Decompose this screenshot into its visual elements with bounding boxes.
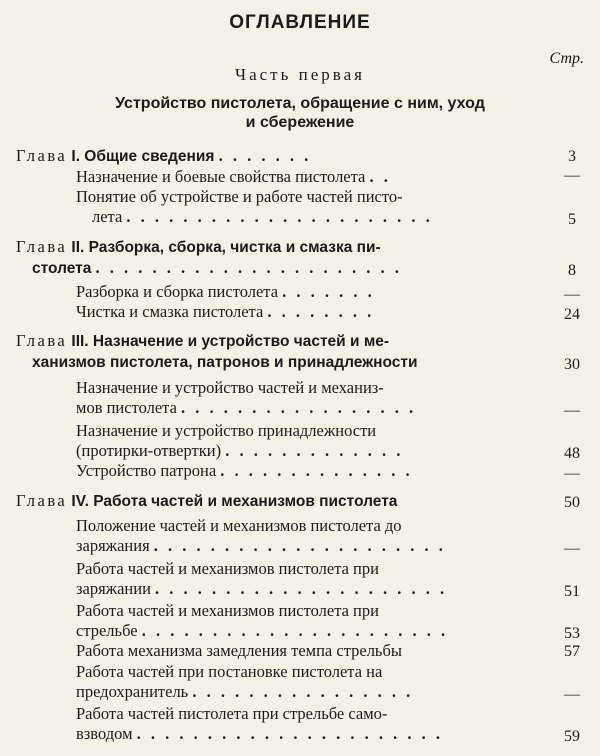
leader-dots: . . . . . . . . . . . . . . . . . . . . . — [153, 536, 446, 555]
leader-dots: . . — [369, 167, 391, 186]
toc-item[interactable] — [76, 302, 374, 322]
toc-item-label: Работа частей при постановке пистолета на — [76, 662, 383, 681]
leader-dots: . . . . . . . . . . . . . . . . . . . . . . — [136, 724, 444, 743]
toc-item-label: (протирки-отвертки) — [76, 441, 222, 460]
toc-item-continuation — [76, 441, 403, 461]
page-number: 5 — [568, 211, 576, 228]
page-number: — — [564, 686, 580, 703]
toc-item[interactable] — [76, 601, 379, 621]
toc-item-label: Работа частей и механизмов пистолета при — [76, 559, 379, 578]
toc-item-label: стрельбе — [76, 621, 138, 640]
chapter-3-continuation — [32, 352, 417, 373]
leader-dots: . . . . . . . . . . . . . . . . — [192, 682, 414, 701]
toc-item-label: Понятие об устройстве и работе частей писто- — [76, 187, 403, 206]
section-title-line2: и сбережение — [245, 114, 355, 131]
page-title: ОГЛАВЛЕНИЕ — [229, 12, 371, 33]
toc-item-label: Работа механизма замедления темпа стрельбы — [76, 641, 402, 660]
toc-item-continuation — [76, 579, 447, 599]
leader-dots: . . . . . . . . . . . . . . . . . . . . . . — [95, 258, 402, 277]
page-number: — — [564, 465, 580, 482]
toc-item[interactable] — [76, 641, 402, 661]
toc-item-label: взводом — [76, 724, 133, 743]
chapter-title: II. Разборка, сборка, чистка и смазка пи- — [71, 239, 381, 256]
toc-item-label: Работа частей пистолета при стрельбе само- — [76, 704, 388, 723]
chapter-word: Глава — [16, 146, 68, 165]
toc-item-label: заряжания — [76, 536, 150, 555]
page-number: — — [564, 286, 580, 303]
toc-item[interactable] — [76, 282, 375, 302]
leader-dots: . . . . . . . . . . . . . . . . . — [181, 398, 417, 417]
chapter-title: IV. Работа частей и механизмов пистолета — [71, 493, 398, 510]
page-number: — — [564, 167, 580, 184]
toc-item[interactable] — [76, 461, 413, 481]
leader-dots: . . . . . . . — [282, 282, 375, 301]
page-number: — — [564, 540, 580, 557]
toc-item[interactable] — [76, 516, 402, 536]
leader-dots: . . . . . . . . . . . . . . — [220, 461, 413, 480]
toc-item[interactable] — [76, 187, 403, 207]
leader-dots: . . . . . . . — [218, 146, 312, 165]
section-title-line1: Устройство пистолета, обращение с ним, уход — [115, 95, 485, 112]
toc-item-continuation — [76, 682, 413, 702]
chapter-word: Глава — [16, 331, 68, 350]
toc-item-label: Разборка и сборка пистолета — [76, 282, 279, 301]
chapter-2-continuation — [32, 258, 402, 279]
page-number: 48 — [564, 445, 580, 462]
toc-item-label: Назначение и устройство частей и механиз- — [76, 378, 384, 397]
page-number: 50 — [564, 494, 580, 511]
page-number: 30 — [564, 356, 580, 373]
page-number: 8 — [568, 262, 576, 279]
leader-dots: . . . . . . . . . . . . . — [225, 441, 404, 460]
chapter-word: Глава — [16, 237, 68, 256]
leader-dots: . . . . . . . . . . . . . . . . . . . . . . — [126, 207, 433, 226]
leader-dots: . . . . . . . . — [267, 302, 375, 321]
toc-item-label: лета — [92, 207, 123, 226]
toc-item-label: Назначение и боевые свойства пистолета — [76, 167, 366, 186]
toc-item[interactable] — [76, 421, 376, 441]
toc-item-label: Чистка и смазка пистолета — [76, 302, 264, 321]
toc-item[interactable] — [76, 662, 382, 682]
page-number: 53 — [564, 625, 580, 642]
chapter-2-heading[interactable] — [16, 237, 381, 258]
toc-item[interactable] — [76, 167, 391, 187]
page-number: 24 — [564, 306, 580, 323]
toc-item[interactable] — [76, 704, 387, 724]
toc-item-label: мов пистолета — [76, 398, 177, 417]
chapter-3-heading[interactable] — [16, 331, 389, 352]
chapter-1-heading[interactable] — [16, 146, 311, 167]
chapter-title: III. Назначение и устройство частей и ме- — [71, 333, 390, 350]
page-number: 57 — [564, 643, 580, 660]
page-number: 3 — [568, 148, 576, 165]
chapter-4-heading[interactable] — [16, 491, 397, 512]
page-number: — — [564, 402, 580, 419]
toc-item-label: заряжании — [76, 579, 151, 598]
page-number: 51 — [564, 583, 580, 600]
toc-item-continuation — [76, 724, 443, 744]
leader-dots: . . . . . . . . . . . . . . . . . . . . . . — [141, 621, 449, 640]
page-number: 59 — [564, 728, 580, 745]
toc-item-continuation — [92, 207, 433, 227]
toc-item[interactable] — [76, 378, 384, 398]
toc-item-label: Положение частей и механизмов пистолета до — [76, 516, 402, 535]
toc-item-continuation — [76, 621, 448, 641]
toc-item-label: Устройство патрона — [76, 461, 217, 480]
toc-item-label: Назначение и устройство принадлежности — [76, 421, 377, 440]
leader-dots: . . . . . . . . . . . . . . . . . . . . . — [155, 579, 448, 598]
page-column-label: Стр. — [549, 50, 584, 67]
toc-item-continuation — [76, 398, 416, 418]
chapter-title: ханизмов пистолета, патронов и принадлежности — [32, 354, 418, 371]
toc-item-label: Работа частей и механизмов пистолета при — [76, 601, 379, 620]
chapter-title: I. Общие сведения — [71, 148, 215, 165]
part-title: Часть первая — [235, 65, 365, 84]
toc-item[interactable] — [76, 559, 379, 579]
chapter-word: Глава — [16, 491, 68, 510]
toc-item-label: предохранитель — [76, 682, 189, 701]
toc-item-continuation — [76, 536, 446, 556]
chapter-title: столета — [32, 260, 92, 277]
